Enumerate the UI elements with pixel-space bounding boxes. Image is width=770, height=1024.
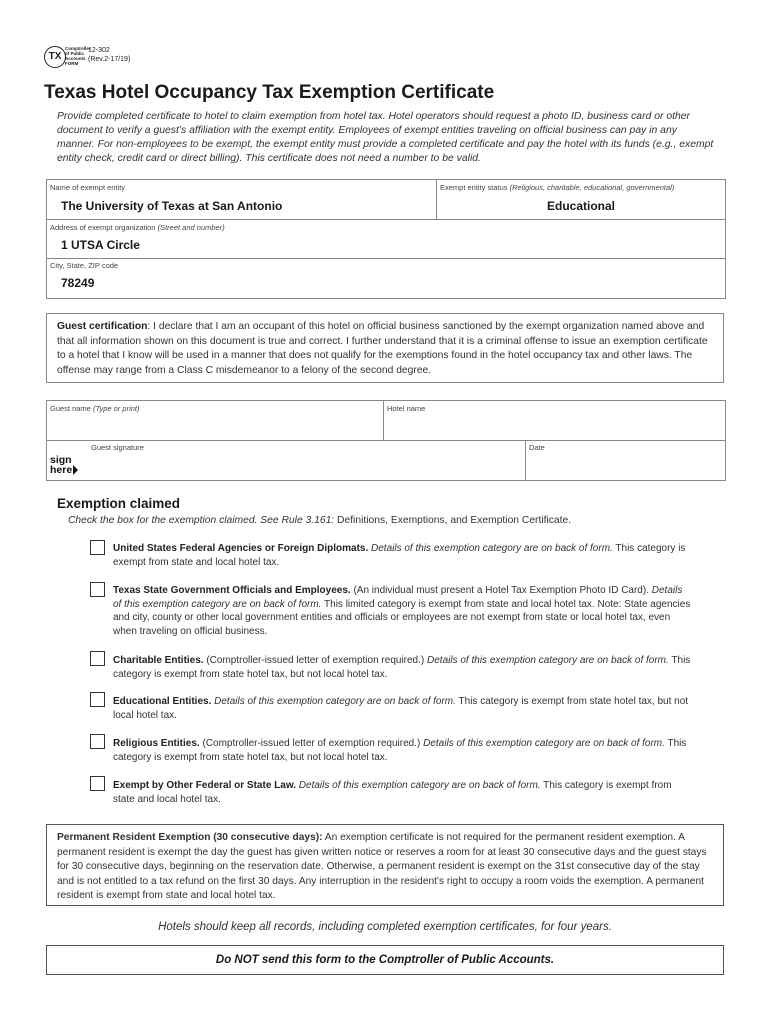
permanent-resident-exemption xyxy=(46,824,724,906)
guest-certification xyxy=(46,313,724,383)
guest-name-label: Guest name (Type or print) xyxy=(50,404,140,413)
permanent-resident-heading: Permanent Resident Exemption (30 consecutive days): xyxy=(57,832,323,843)
guest-signature-label: Guest signature xyxy=(91,443,144,452)
educational-entities-checkbox[interactable] xyxy=(90,692,105,707)
record-keeping-note: Hotels should keep all records, including completed exemption certificates, for four years. xyxy=(158,921,612,933)
guest-signature-field[interactable] xyxy=(47,441,526,480)
exempt-entity-section xyxy=(46,179,726,299)
entity-name-value: The University of Texas at San Antonio xyxy=(61,199,283,213)
guest-name-field[interactable] xyxy=(47,401,384,441)
exemption-claimed-heading: Exemption claimed xyxy=(57,496,181,511)
other-law-checkbox[interactable] xyxy=(90,776,105,791)
do-not-send-notice: Do NOT send this form to the Comptroller of Public Accounts. xyxy=(46,945,724,975)
city-state-zip-cell[interactable] xyxy=(47,259,725,298)
sign-here-marker: sign here xyxy=(50,455,78,475)
date-field[interactable] xyxy=(526,441,725,480)
entity-status-cell[interactable] xyxy=(437,180,725,220)
exemption-instructions: Check the box for the exemption claimed. See Rule 3.161: Definitions, Exemptions, and Exemption Certificate. xyxy=(68,515,572,526)
exemption-federal-agencies: United States Federal Agencies or Foreign Diplomats. Details of this exemption category are on back of form. This category is exempt from state and local hotel tax. xyxy=(113,543,686,568)
entity-status-label: Exempt entity status (Religious, charitable, educational, governmental) xyxy=(440,183,675,192)
intro-instructions: Provide completed certificate to hotel to claim exemption from hotel tax. Hotel operators should request a photo ID, business card or other document to verify a guest’s affiliation with the exempt entity. Employees of exempt entities traveling on official business can pay in any manner. For non-employees to be exempt, the exempt entity must provide a completed certificate and pay the hotel with its funds (e.g., exempt entity check, credit card or direct billing). This certificate does not need a number to be valid. xyxy=(57,111,714,164)
federal-agencies-checkbox[interactable] xyxy=(90,540,105,555)
address-cell[interactable] xyxy=(47,220,725,259)
form-number: 12-302 (Rev.2-17/19) xyxy=(88,47,131,63)
hotel-name-label: Hotel name xyxy=(387,404,426,413)
hotel-name-field[interactable] xyxy=(384,401,725,441)
entity-name-cell[interactable] xyxy=(47,180,437,220)
address-value: 1 UTSA Circle xyxy=(61,238,140,252)
entity-status-value: Educational xyxy=(546,199,615,213)
permanent-resident-text: An exemption certificate is not required for the permanent resident exemption. A permanent resident is exempt the day the guest has given written notice or reserves a room for at least 30 consecutive days and the guest stays for 30 consecutive days, beginning on the reservation date. Otherwise, a permanent resident is exempt on the 31st consecutive day of the stay and is not entitled to a tax refund on the first 30 days. Any interruption in the resident's right to occupy a room voids the exemption. A permanent resident is exempt from state and local hotel tax. xyxy=(57,832,707,901)
exemption-other-law: Exempt by Other Federal or State Law. Details of this exemption category are on back of form. This category is exempt from state and local hotel tax. xyxy=(113,780,672,805)
entity-name-label: Name of exempt entity xyxy=(50,183,126,192)
agency-name: Comptroller of Public Accounts FORM xyxy=(65,46,91,66)
date-label: Date xyxy=(529,443,545,452)
exemption-educational-entities: Educational Entities. Details of this exemption category are on back of form. This category is exempt from state hotel tax, but not local hotel tax. xyxy=(113,696,689,721)
guest-certification-text: : I declare that I am an occupant of this hotel on official business sanctioned by the exempt organization named above and that all information shown on this document is true and correct. I further understand that it is a criminal offense to issue an exemption certificate to a hotel that I know will be used in a manner that does not qualify for the exemptions found in the hotel occupancy tax and other laws. The offense may range from a Class C misdemeanor to a felony of the second degree. xyxy=(57,321,708,376)
guest-certification-heading: Guest certification xyxy=(57,321,148,332)
exemption-religious-entities: Religious Entities. (Comptroller-issued letter of exemption required.) Details of this exemption category are on back of form. This category is exempt from state hotel tax, but not local hotel tax. xyxy=(113,738,687,763)
address-label: Address of exempt organization (Street and number) xyxy=(50,223,225,232)
state-officials-checkbox[interactable] xyxy=(90,582,105,597)
arrow-right-icon xyxy=(73,465,78,475)
charitable-entities-checkbox[interactable] xyxy=(90,651,105,666)
guest-signature-section xyxy=(46,400,726,481)
exemption-charitable-entities: Charitable Entities. (Comptroller-issued letter of exemption required.) Details of this exemption category are on back of form. This category is exempt from state hotel tax, but not local hotel tax. xyxy=(113,655,691,680)
religious-entities-checkbox[interactable] xyxy=(90,734,105,749)
city-state-zip-value: 78249 xyxy=(61,276,95,290)
exemption-state-officials: Texas State Government Officials and Employees. (An individual must present a Hotel Tax Exemption Photo ID Card). Details of this exemption category are on back of form. This limited category is exempt from state and local hotel tax. Note: State agencies and city, county or other local government entities and officials or employees are not exempt from state or local hotel tax, even when traveling on official business. xyxy=(113,585,691,637)
form-title: Texas Hotel Occupancy Tax Exemption Certificate xyxy=(44,82,495,103)
comptroller-seal-icon: TX xyxy=(44,46,66,68)
city-state-zip-label: City, State, ZIP code xyxy=(50,261,119,270)
